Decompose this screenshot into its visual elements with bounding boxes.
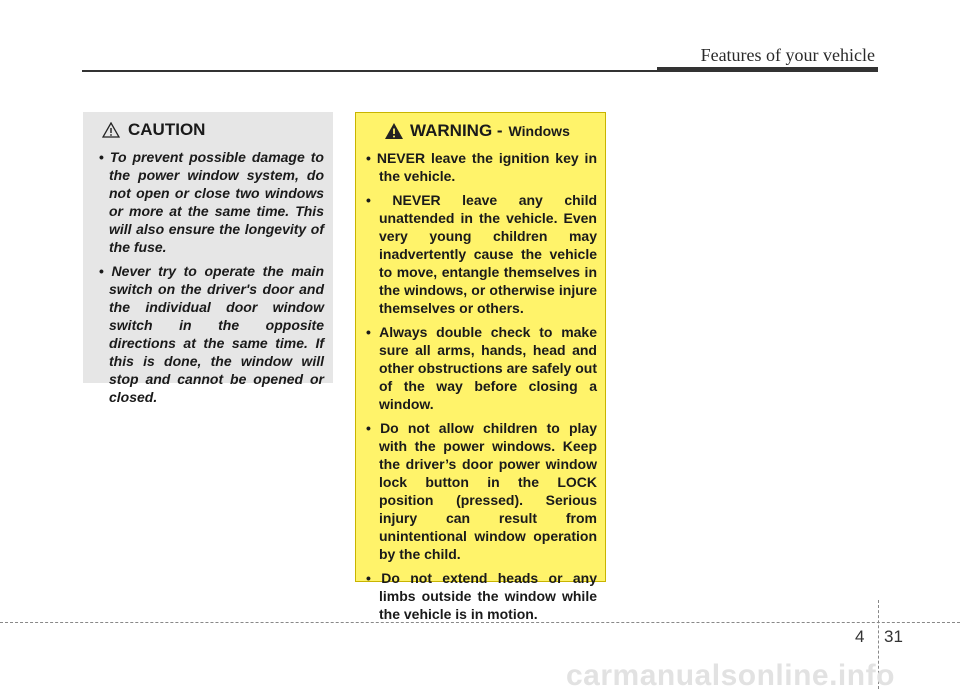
caution-triangle-icon [102, 122, 120, 138]
warning-triangle-icon [384, 122, 404, 140]
warning-item: • Do not allow children to play with the power windows. Keep the driver’s door power window lock button in the LOCK position (pressed). Serious injury can result from unintentional window operation by the child. [366, 419, 597, 563]
header-rule-accent [657, 67, 878, 72]
caution-box [83, 112, 333, 405]
warning-box [355, 112, 606, 622]
warning-item: • Do not extend heads or any limbs outside the window while the vehicle is in motion. [366, 569, 597, 623]
warning-subtitle: Windows [508, 123, 570, 139]
warning-item: • NEVER leave the ignition key in the vehicle. [366, 149, 597, 185]
warning-title: WARNING - [410, 121, 503, 140]
warning-heading [384, 121, 597, 141]
caution-item: • Never try to operate the main switch on the driver's door and the individual door window switch in the opposite directions at the same time. If this is done, the window will stop and cannot be opened or closed. [99, 262, 324, 406]
page-header-title: Features of your vehicle [700, 45, 875, 65]
watermark: carmanualsonline.info [566, 659, 895, 692]
page-number: 31 [884, 627, 903, 646]
caution-list [99, 148, 324, 406]
warning-list [366, 149, 597, 623]
caution-item: • To prevent possible damage to the power window system, do not open or close two windows or more at the same time. This will also ensure the longevity of the fuse. [99, 148, 324, 256]
caution-heading [102, 120, 324, 140]
caution-title: CAUTION [128, 120, 206, 139]
section-number: 4 [855, 627, 865, 646]
warning-item: • NEVER leave any child unattended in the vehicle. Even very young children may inadvertently cause the vehicle to move, entangle themselves in the windows, or otherwise injure themselves or others. [366, 191, 597, 317]
warning-item: • Always double check to make sure all arms, hands, head and other obstructions are safely out of the way before closing a window. [366, 323, 597, 413]
footer-rule [0, 622, 960, 623]
